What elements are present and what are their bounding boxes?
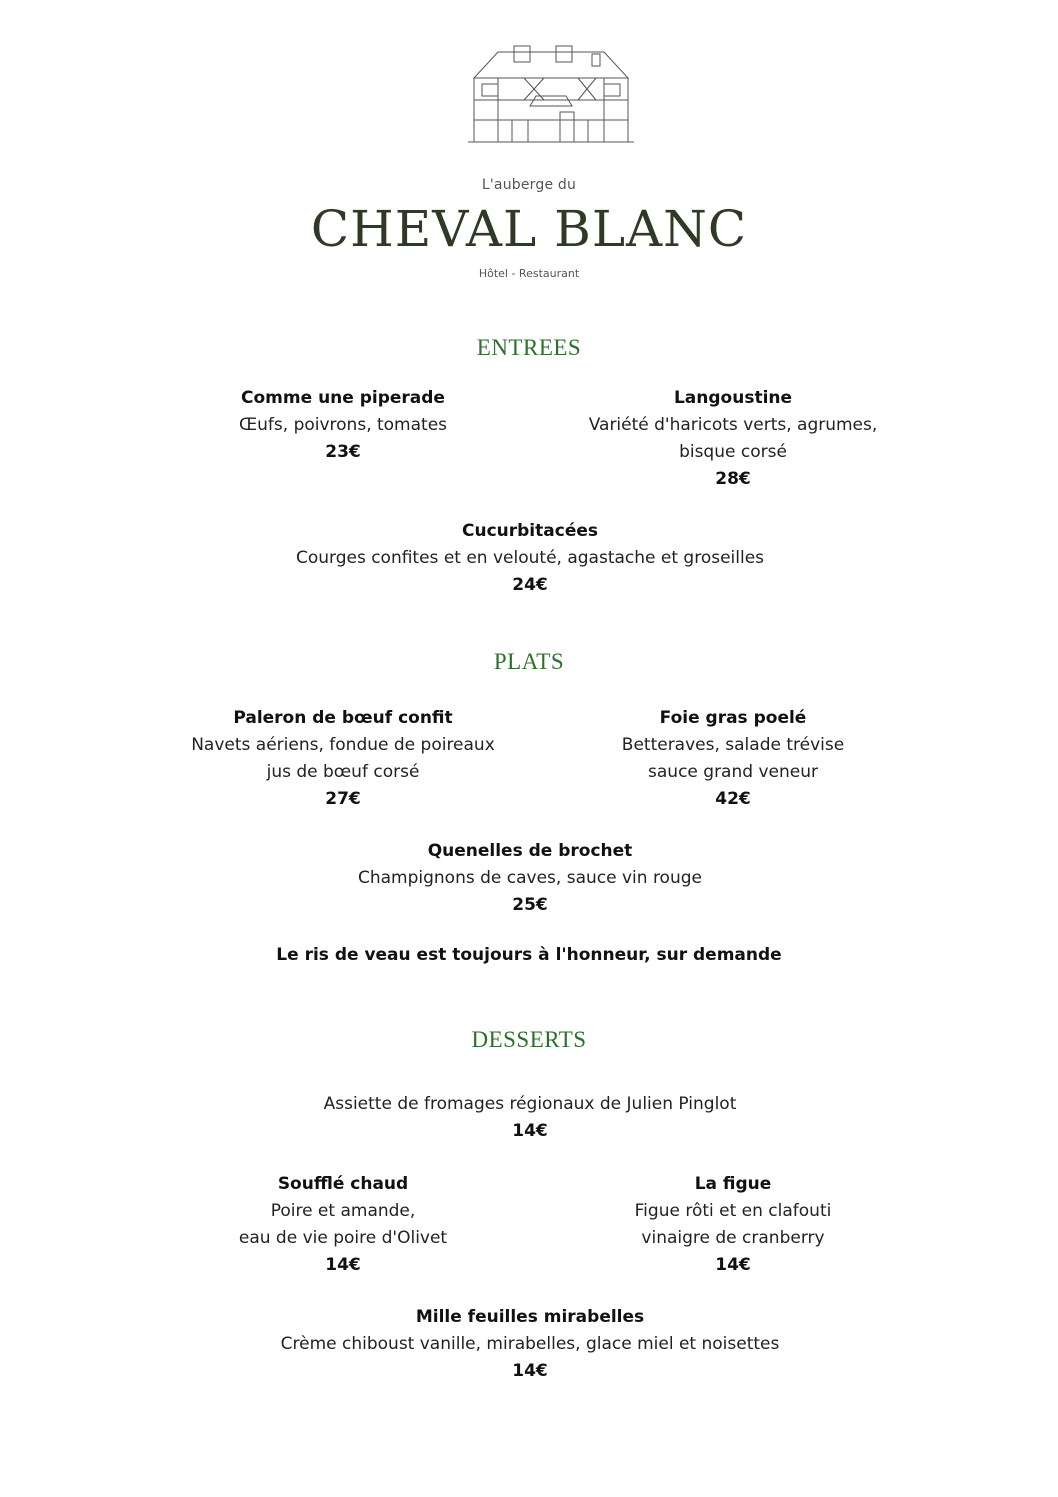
dish-mille-feuilles <box>130 1304 930 1385</box>
dish-desc: Betteraves, salade trévise <box>621 735 845 755</box>
dish-price: 28€ <box>715 469 751 489</box>
dish-desc: sauce grand veneur <box>648 762 818 782</box>
dish-paleron <box>128 705 558 813</box>
dish-price: 14€ <box>512 1361 548 1381</box>
dish-desc: jus de bœuf corsé <box>266 762 420 782</box>
dish-desc: Figue rôti et en clafouti <box>634 1201 832 1221</box>
dish-cucurbitacees <box>130 518 930 599</box>
dish-name: Paleron de bœuf confit <box>233 708 453 728</box>
section-title-plats: PLATS <box>493 649 565 674</box>
dish-quenelles <box>130 838 930 919</box>
dish-desc: eau de vie poire d'Olivet <box>238 1228 448 1248</box>
dish-price: 27€ <box>325 789 361 809</box>
dish-name: Mille feuilles mirabelles <box>415 1307 645 1327</box>
dish-price: 25€ <box>512 895 548 915</box>
dish-souffle <box>128 1171 558 1279</box>
dish-foie-gras <box>518 705 948 813</box>
dish-desc: bisque corsé <box>679 442 787 462</box>
section-title-entrees: ENTREES <box>476 335 582 360</box>
dish-name: Soufflé chaud <box>277 1174 409 1194</box>
dish-price: 14€ <box>715 1255 751 1275</box>
brand-title: CHEVAL BLANC <box>310 200 748 258</box>
dish-desc: Poire et amande, <box>270 1201 416 1221</box>
ris-de-veau-note: Le ris de veau est toujours à l'honneur, sur demande <box>276 945 782 965</box>
dish-name: Cucurbitacées <box>462 521 598 541</box>
dish-desc: Assiette de fromages régionaux de Julien Pinglot <box>323 1094 737 1114</box>
dish-desc: Variété d'haricots verts, agrumes, <box>588 415 878 435</box>
dish-price: 23€ <box>325 442 361 462</box>
dish-figue <box>518 1171 948 1279</box>
dish-desc: Œufs, poivrons, tomates <box>238 415 448 435</box>
dish-langoustine <box>518 385 948 493</box>
dish-desc: vinaigre de cranberry <box>641 1228 825 1248</box>
dish-name: Quenelles de brochet <box>427 841 633 861</box>
dish-desc: Champignons de caves, sauce vin rouge <box>357 868 702 888</box>
dish-price: 14€ <box>325 1255 361 1275</box>
building-facade-icon <box>468 40 634 146</box>
dish-piperade <box>128 385 558 466</box>
dish-desc: Navets aériens, fondue de poireaux <box>191 735 495 755</box>
dish-name: La figue <box>694 1174 772 1194</box>
dish-price: 42€ <box>715 789 751 809</box>
section-title-desserts: DESSERTS <box>471 1027 587 1052</box>
dish-price: 14€ <box>512 1121 548 1141</box>
dish-price: 24€ <box>512 575 548 595</box>
dish-name: Langoustine <box>673 388 793 408</box>
dish-desc: Courges confites et en velouté, agastache et groseilles <box>295 548 765 568</box>
kicker-text: L'auberge du <box>481 177 577 193</box>
dish-desc: Crème chiboust vanille, mirabelles, glace miel et noisettes <box>280 1334 780 1354</box>
dish-name: Foie gras poelé <box>659 708 807 728</box>
brand-subtitle: Hôtel - Restaurant <box>478 267 580 280</box>
dish-name: Comme une piperade <box>241 388 445 408</box>
dish-cheese <box>130 1091 930 1145</box>
